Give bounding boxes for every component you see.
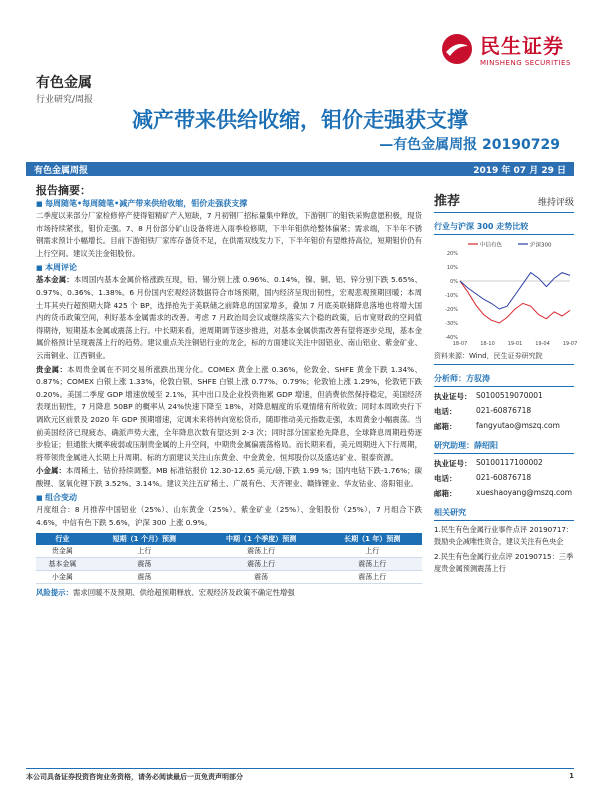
sidebar xyxy=(434,190,578,575)
precious-metals-lead: 贵金属： xyxy=(36,364,68,374)
logo-text-cn: 民生证券 xyxy=(480,34,564,58)
analyst-phone: 021-60876718 xyxy=(476,406,532,415)
y-tick-label: 20% xyxy=(446,251,458,257)
section-weekly-comment: ■ 本周评论 xyxy=(36,262,422,273)
assistant-license-label: 执业证号： xyxy=(434,459,472,468)
legend-label: 中信有色 xyxy=(480,242,503,249)
logo-text-en: MINSHENG SECURITIES xyxy=(480,59,571,67)
precious-metals-text: 本周贵金属在不同交易所涨跌出现分化。COMEX 黄金上涨 0.36%，伦敦金、SHFE 黄金下跌 1.34%、0.87%；COMEX 白银上涨 1.33%，伦敦白银、SHFE 白银上涨 0.77%、0.79%；伦敦铂上涨 1.29%，伦敦钯下跌 0.20%。美国二季度 GDP 增速放缓至 2.1%，其中出口及企业投资拖累 GDP 增速，但消费依然保持稳定，美国经济表现出韧性，7 月降息 50BP 的概率从 24%快速下降至 18%，对降息幅度的乐观情绪有所收敛；同时本周欧央行下调欧元区前景及 2020 年 GDP 预期增速，定调未来将转向宽松货币，随即推动美元指数走强，本周黄金小幅震荡。当前美国经济已现疲态、确派声势大涨，全年降息次数有望达到 2-3 次；同时部分国家抢先降息，全球降息周期趋势逐步验证；但通胀大概率疲弱或压制贵金属的上升空间，中期贵金属偏震荡格局。而长期来看，美元周期进入下行周期，将带领贵金属进入长期上升周期。标的方面建议关注山东黄金、中金黄金、恒邦股份以及盛达矿业、银泰资源。 xyxy=(36,364,422,462)
x-tick-label: 18-07 xyxy=(452,341,468,347)
report-subtitle: —有色金属周报 20190729 xyxy=(379,137,560,153)
summary-body xyxy=(36,196,422,599)
chart-source: 资料来源：Wind，民生证券研究院 xyxy=(434,351,574,365)
table-cell: 小金属 xyxy=(36,570,89,583)
weekly-note-text: 二季度以来部分厂家检修停产使得钼精矿产入短缺，7 月初钢厂招标量集中释放，下游钢厂的钼铁采购意愿积极，现货市场持续紧张，钼价走强。7、8 月份部分矿山设备将进入雨季检修期，下半年钼供给整体偏紧；需求端，下半年不锈钢需求预计小幅增长。目前下游钼铁厂家库存备货不足，在供需双线发力下，下半年钼价有望维持高位，短期钼价仍有上行空间。建议关注金钼股份。 xyxy=(36,211,422,258)
related-heading: 相关研究 xyxy=(434,507,574,521)
analyst-email-row xyxy=(434,421,574,432)
table-row xyxy=(36,545,422,558)
precious-metals-paragraph xyxy=(36,364,422,465)
forecast-table xyxy=(36,533,422,584)
x-tick-label: 19-07 xyxy=(562,341,578,347)
company-logo xyxy=(440,30,571,67)
x-tick-label: 18-10 xyxy=(480,341,495,347)
sector-name: 有色金属 xyxy=(36,75,92,91)
table-row xyxy=(36,557,422,570)
minor-metals-lead: 小金属： xyxy=(36,466,67,476)
analyst-license: S0100519070001 xyxy=(476,391,543,400)
table-header: 长期（1 年）预测 xyxy=(322,533,422,545)
table-cell: 贵金属 xyxy=(36,545,89,558)
report-band xyxy=(26,162,574,176)
band-left-label: 有色金属周报 xyxy=(34,165,89,176)
analyst-phone-row xyxy=(434,406,574,417)
analyst-license-row xyxy=(434,391,574,402)
assistant-phone: 021-60876718 xyxy=(476,473,532,482)
chart-svg xyxy=(434,237,578,349)
footer-disclaimer: 本公司具备证券投资咨询业务资格，请务必阅读最后一页免责声明部分 xyxy=(26,773,243,781)
related-item[interactable]: 1.民生有色金属行业事件点评 20190717：鼓励央企减唯性资合，建议关注有色央企 xyxy=(434,525,574,546)
series-line xyxy=(460,273,570,309)
chart-title: 行业与沪深 300 走势比较 xyxy=(434,221,574,235)
risk-paragraph xyxy=(36,587,422,600)
risk-text: 需求回暖不及预期、供给超预期释放、宏观经济及政策不确定性增强 xyxy=(72,587,295,597)
report-title: 减产带来供给收缩，钼价走强获支撑 xyxy=(132,108,468,132)
assistant-heading: 研究助理：薛绍阳 xyxy=(434,440,574,454)
x-tick-label: 19-04 xyxy=(535,341,550,347)
assistant-phone-row xyxy=(434,473,574,484)
assistant-license: S0100117100002 xyxy=(476,458,543,467)
y-tick-label: -40% xyxy=(445,335,458,341)
section-weekly-note: ■ 每周随笔•每周随笔•减产带来供给收缩，钼价走强获支撑 xyxy=(36,198,422,209)
report-date: 2019 年 07 月 29 日 xyxy=(473,165,566,176)
y-tick-label: -20% xyxy=(445,307,458,313)
y-tick-label: -10% xyxy=(445,293,458,299)
page-number: 1 xyxy=(569,772,574,780)
analyst-heading: 分析师：方驭涛 xyxy=(434,373,574,387)
portfolio-text: 月度组合：8 月推荐中国铝业（25%）、山东黄金（25%）、紫金矿业（25%）、金钼股份（25%），7 月组合下跌 4.6%，中信有色下跌 5.6%，沪深 300 上涨 0.9%。 xyxy=(36,505,422,528)
analyst-email[interactable]: fangyutao@mszq.com xyxy=(476,421,560,430)
assistant-email[interactable]: xueshaoyang@mszq.com xyxy=(476,488,573,497)
assistant-email-row xyxy=(434,488,574,499)
legend-label: 沪深300 xyxy=(530,242,552,249)
table-cell: 震荡上行 xyxy=(200,557,323,570)
base-metals-paragraph xyxy=(36,274,422,362)
logo-mark-icon xyxy=(440,32,474,66)
recommendation xyxy=(434,190,574,213)
risk-lead: 风险提示： xyxy=(36,587,73,597)
table-header-row xyxy=(36,533,422,545)
section-portfolio: ■ 组合变动 xyxy=(36,492,422,503)
page-footer xyxy=(26,768,574,782)
rating-label: 维持评级 xyxy=(537,198,574,208)
table-cell: 上行 xyxy=(89,545,200,558)
base-metals-lead: 基本金属： xyxy=(36,275,74,285)
y-tick-label: 10% xyxy=(446,265,458,271)
table-row xyxy=(36,570,422,583)
table-cell: 震荡上行 xyxy=(200,545,323,558)
report-type: 行业研究/周报 xyxy=(36,95,94,105)
table-cell: 震荡 xyxy=(200,570,323,583)
table-header: 短期（1 个月）预测 xyxy=(89,533,200,545)
summary-heading: 报告摘要： xyxy=(36,184,91,197)
analyst-license-label: 执业证号： xyxy=(434,392,472,401)
recommendation-label: 推荐 xyxy=(434,194,461,209)
performance-chart xyxy=(434,237,578,349)
series-line xyxy=(460,281,570,323)
y-tick-label: 0% xyxy=(450,279,458,285)
y-tick-label: -30% xyxy=(445,321,458,327)
table-cell: 基本金属 xyxy=(36,557,89,570)
assistant-license-row xyxy=(434,458,574,469)
table-cell: 震荡上行 xyxy=(322,570,422,583)
analyst-email-label: 邮箱： xyxy=(434,422,457,431)
minor-metals-paragraph xyxy=(36,465,422,490)
assistant-email-label: 邮箱： xyxy=(434,489,457,498)
table-header: 中期（1 个季度）预测 xyxy=(200,533,323,545)
x-tick-label: 19-01 xyxy=(507,341,523,347)
table-cell: 震荡 xyxy=(89,570,200,583)
assistant-phone-label: 电话： xyxy=(434,474,457,483)
base-metals-text: 本周国内基本金属价格涨跌互现，铅、锡分别上涨 0.96%、0.14%，镍、铜、铝、锌分别下跌 5.65%、0.97%、0.36%、1.38%。6 月份国内宏观经济数据符合市场预期，国内经济呈现出韧性，宏观悲观预期回暖；本周土耳其央行超预期大降 425 个 BP，选择抢先于美联储之前降息的国家增多，叠加 7 月底美联储降息落地也将增大国内的货币政策空间，利好基本金属需求的改善。考虑 7 月政治局会议或继续落实六个稳的政策，后市宽财政的空间值得期待，短期基本金属或震荡上行。中长期来看，逆周期调节逐步推进，对基本金属供需改善有望将逐步兑现，基本金属价格预计呈现震荡上行的趋势。建议重点关注铜铝行业的龙企，标的方面建议关注中国铝业、南山铝业、紫金矿业、云南铜业、江西铜业。 xyxy=(36,275,422,360)
table-cell: 上行 xyxy=(322,545,422,558)
related-item[interactable]: 2.民生有色金属行业点评 20190715：三季度贵金属预测震荡上行 xyxy=(434,552,574,573)
analyst-phone-label: 电话： xyxy=(434,407,457,416)
table-cell: 震荡 xyxy=(89,557,200,570)
minor-metals-text: 本周稀土、钴价持续调整。MB 标准钴报价 12.30-12.65 美元/磅,下跌 1.99 %；国内电钴下跌-1.76%；碳酸锂、氢氧化锂下跌 3.52%、3.14%。建议关注五矿稀土、广晟有色、天齐锂业、赣锋锂业、华友钴业、洛阳钼业。 xyxy=(36,466,422,488)
table-cell: 震荡上行 xyxy=(322,557,422,570)
table-header: 行业 xyxy=(36,533,89,545)
